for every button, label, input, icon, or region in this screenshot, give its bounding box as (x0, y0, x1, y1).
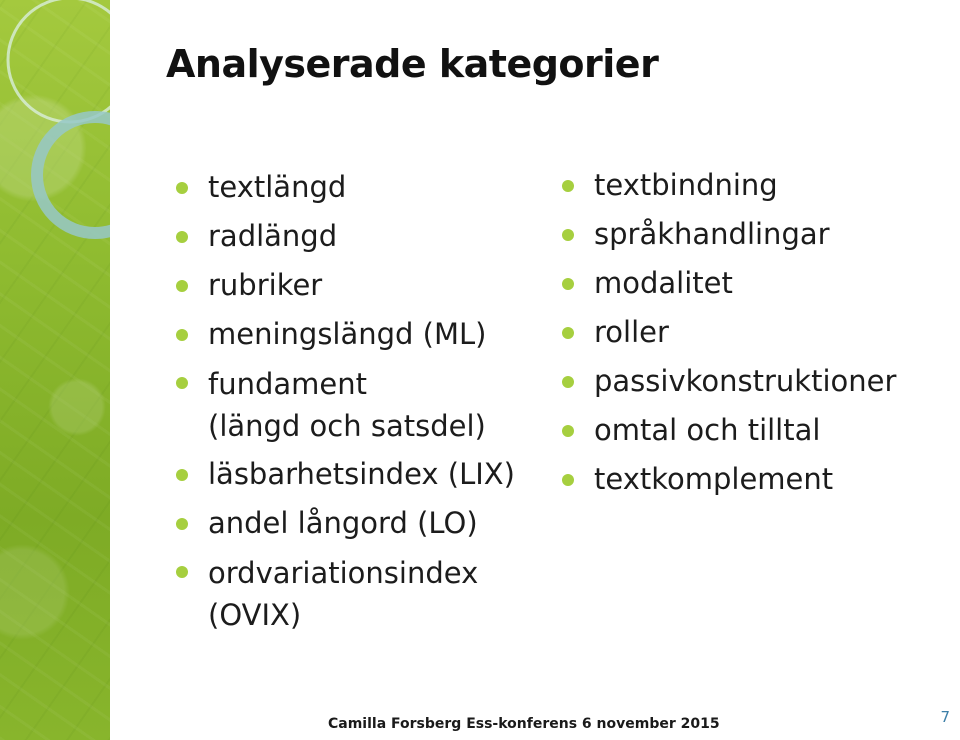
page-number: 7 (940, 708, 950, 726)
bullet-icon (176, 469, 188, 481)
bullet-icon (562, 229, 574, 241)
list-item: rubriker (170, 261, 550, 310)
right-category-list (556, 161, 956, 504)
list-item: passivkonstruktioner (556, 357, 956, 406)
bullet-icon (176, 231, 188, 243)
bullet-icon (176, 377, 188, 389)
bullet-icon (176, 182, 188, 194)
decorative-circles (0, 0, 110, 740)
list-item: språkhandlingar (556, 210, 956, 259)
bullet-icon (562, 278, 574, 290)
list-item: roller (556, 308, 956, 357)
list-item: textlängd (170, 163, 550, 212)
list-item: fundament (längd och satsdel) (170, 359, 550, 450)
list-item: läsbarhetsindex (LIX) (170, 450, 550, 499)
bullet-icon (562, 327, 574, 339)
bullet-icon (176, 518, 188, 530)
list-item: radlängd (170, 212, 550, 261)
slide-footer: Camilla Forsberg Ess-konferens 6 november 2015 (328, 716, 720, 732)
slide-title: Analyserade kategorier (166, 42, 659, 86)
list-item: textkomplement (556, 455, 956, 504)
bullet-icon (562, 376, 574, 388)
list-item: ordvariationsindex (OVIX) (170, 548, 550, 636)
bullet-icon (176, 280, 188, 292)
list-item: meningslängd (ML) (170, 310, 550, 359)
left-category-list (170, 163, 550, 636)
list-item: andel långord (LO) (170, 499, 550, 548)
bullet-icon (562, 425, 574, 437)
list-item: omtal och tilltal (556, 406, 956, 455)
list-item: modalitet (556, 259, 956, 308)
bullet-icon (176, 566, 188, 578)
bullet-icon (176, 329, 188, 341)
bullet-icon (562, 180, 574, 192)
list-item: textbindning (556, 161, 956, 210)
decorative-sidebar (0, 0, 110, 740)
bullet-icon (562, 474, 574, 486)
